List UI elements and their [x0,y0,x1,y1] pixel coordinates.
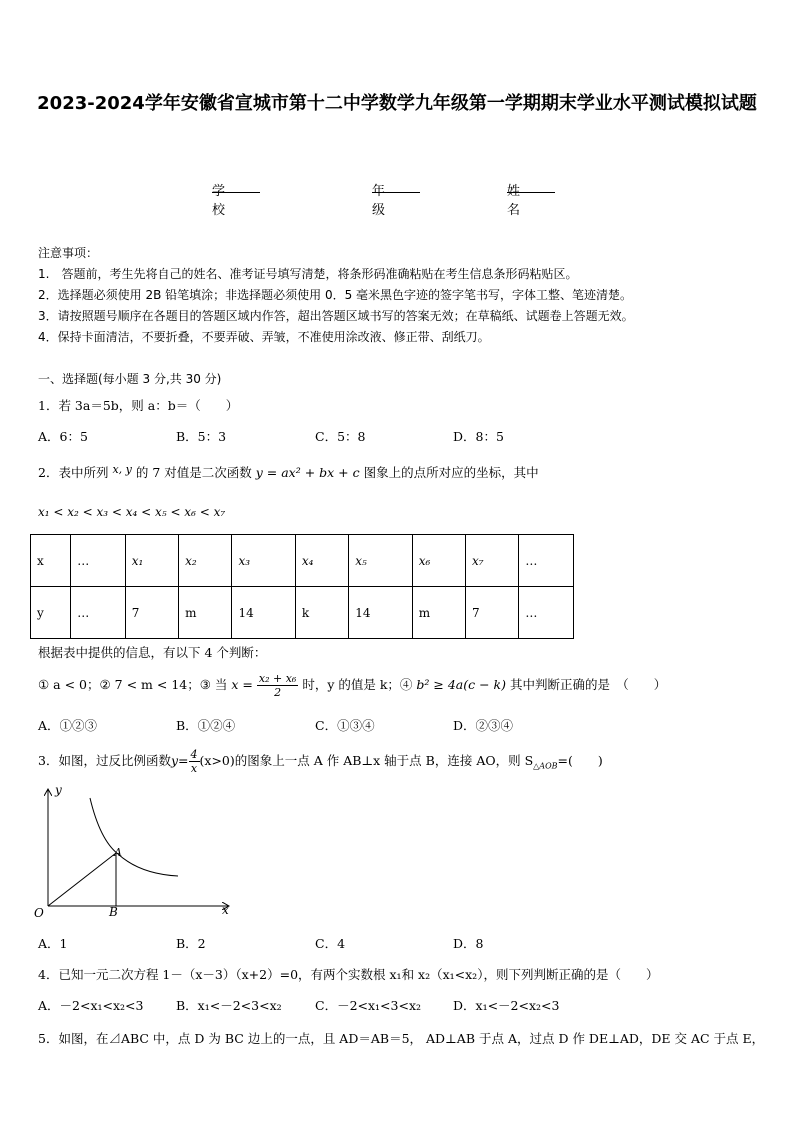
label-o: O [34,906,44,920]
q2-stem-part: 图象上的点所对应的坐标，其中 [363,465,539,480]
table-cell: m [179,587,232,639]
name-blank[interactable] [507,180,555,193]
notice-item: 3．请按照题号顺序在各题目的答题区域内作答，超出答题区域书写的答案无效；在草稿纸、试题卷上答题无效。 [38,309,634,323]
table-cell: y [31,587,71,639]
q2-option-c[interactable]: C．①③④ [315,718,375,733]
q2-info-text: 根据表中提供的信息，有以下 4 个判断： [38,645,267,660]
label-b: B [109,905,118,919]
q1-option-c[interactable]: C．5：8 [315,429,366,444]
notice-item: 1. 答题前，考生先将自己的姓名、准考证号填写清楚，将条形码准确粘贴在考生信息条形码粘贴区。 [38,267,578,281]
q2-table [30,534,574,639]
table-cell: x [31,535,71,587]
notice-item: 2．选择题必须使用 2B 铅笔填涂；非选择题必须使用 0．5 毫米黑色字迹的签字笔书写，字体工整、笔迹清楚。 [38,288,633,302]
q3-option-b[interactable]: B．2 [176,936,206,951]
q1-option-a[interactable]: A．6：5 [38,429,88,444]
table-cell: x₆ [412,535,465,587]
table-cell: 7 [125,587,178,639]
q2-stem-part: 的 7 对值是二次函数 [135,465,252,480]
table-row [31,535,574,587]
q1-stem: 1．若 3a＝5b，则 a：b＝（ ） [38,398,239,413]
school-blank[interactable] [212,180,260,193]
q3-graph [30,780,240,920]
table-cell: … [519,587,574,639]
table-cell: x₃ [232,535,295,587]
table-cell: 14 [232,587,295,639]
q2-judge-part: b² ≥ 4a(c − k) [416,677,506,692]
table-cell: x₁ [125,535,178,587]
table-cell: x₂ [179,535,232,587]
frac-numerator: 4 [190,748,198,761]
q3-option-c[interactable]: C．4 [315,936,346,951]
q3-stem [38,748,603,775]
q4-stem: 4．已知一元二次方程 1－（x－3）（x+2）=0，有两个实数根 x₁和 x₂（x₁<x₂），则下列判断正确的是（ ） [38,967,659,982]
q2-stem [38,463,539,481]
q4-option-a[interactable]: A．－2<x₁<x₂<3 [38,998,144,1013]
q3-fraction [189,748,200,775]
q2-stem-part: 2．表中所列 [38,465,109,480]
name-label: 姓名 [507,184,521,218]
q2-judge-part: 其中判断正确的是 （ ） [509,677,667,692]
grade-blank[interactable] [372,180,420,193]
q2-judge-part: ① a < 0；② 7 < m < 14；③ 当 [38,677,228,692]
section-heading: 一、选择题(每小题 3 分,共 30 分) [38,372,222,386]
table-cell: x₄ [295,535,348,587]
segment-ao [48,853,116,906]
q3-stem-part: =( ) [557,753,603,768]
q2-option-b[interactable]: B．①②④ [176,718,236,733]
q4-option-b[interactable]: B．x₁<－2<3<x₂ [176,998,282,1013]
table-cell: m [412,587,465,639]
q1-option-d[interactable]: D．8：5 [453,429,504,444]
q3-subscript: △AOB [533,761,558,771]
frac-denominator: x [190,762,198,775]
q3-stem-part: 3．如图，过反比例函数 [38,753,171,768]
q2-fraction [257,672,298,699]
table-cell: k [295,587,348,639]
school-label: 学校 [212,184,226,218]
table-cell: x₅ [349,535,412,587]
table-cell: 14 [349,587,412,639]
q4-option-c[interactable]: C．－2<x₁<3<x₂ [315,998,422,1013]
q5-stem: 5．如图，在⊿ABC 中，点 D 为 BC 边上的一点，且 AD＝AB＝5， AD⊥AB 于点 A，过点 D 作 DE⊥AD，DE 交 AC 于点 E， [38,1031,765,1046]
q2-order: x₁ < x₂ < x₃ < x₄ < x₅ < x₆ < x₇ [38,505,226,519]
q2-judge-part: 时，y 的值是 k；④ [302,677,413,692]
page-title: 2023-2024学年安徽省宣城市第十二中学数学九年级第一学期期末学业水平测试模拟试题 [37,93,757,114]
q3-option-a[interactable]: A．1 [38,936,68,951]
grade-label: 年级 [372,184,386,218]
q4-option-d[interactable]: D．x₁<－2<x₂<3 [453,998,560,1013]
table-cell: … [519,535,574,587]
q3-option-d[interactable]: D．8 [453,936,484,951]
frac-numerator: x₂ + x₆ [258,672,297,685]
hyperbola-curve [90,798,178,876]
q2-option-a[interactable]: A．①②③ [38,718,98,733]
table-cell: x₇ [466,535,519,587]
q2-option-d[interactable]: D．②③④ [453,718,514,733]
q2-function: y = ax² + bx + c [255,465,360,480]
label-y: y [55,783,62,797]
table-cell: … [71,587,126,639]
frac-denominator: 2 [274,686,282,699]
q2-vars: x, y [112,463,132,476]
notice-heading: 注意事项： [38,246,99,260]
label-x: x [222,903,229,917]
q3-stem-part: (x>0)的图象上一点 A 作 AB⊥x 轴于点 B，连接 AO，则 S [199,753,534,768]
q1-option-b[interactable]: B．5：3 [176,429,227,444]
q2-judgements: ① a < 0；② 7 < m < 14；③ 当 x = $\frac{\text{x₂ + x₆}}{2}$ 时，y 的值是 k；④ b² ≥ 4a(c − k) 其中判断正确的是 （ ） [38,672,667,699]
table-cell: 7 [466,587,519,639]
table-cell: … [71,535,126,587]
table-row [31,587,574,639]
q3-func: y= [170,753,189,768]
notice-item: 4．保持卡面清洁，不要折叠，不要弄破、弄皱，不准使用涂改液、修正带、刮纸刀。 [38,330,490,344]
label-a: A [114,846,122,859]
